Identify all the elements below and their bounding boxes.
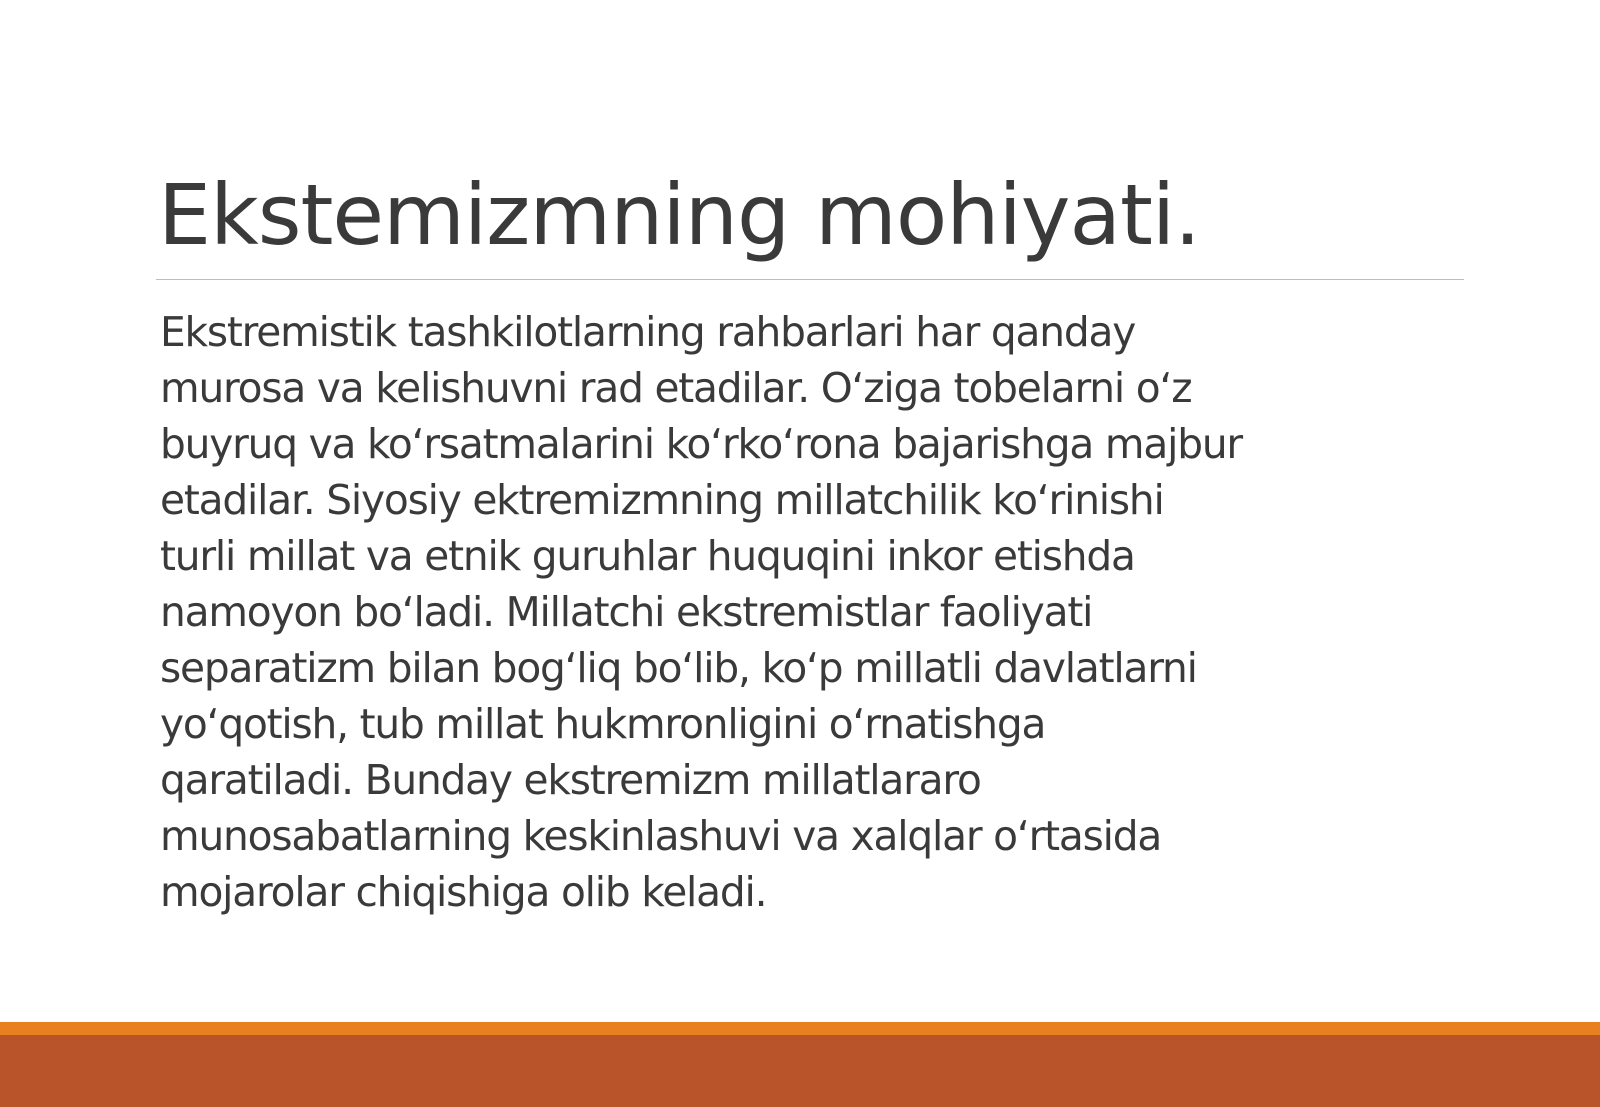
body-line: mojarolar chiqishiga olib keladi. bbox=[160, 868, 767, 916]
body-line: namoyon bo‘ladi. Millatchi ekstremistlar faoliyati bbox=[160, 588, 1093, 636]
body-line: turli millat va etnik guruhlar huquqini inkor etishda bbox=[160, 532, 1135, 580]
title-divider bbox=[156, 279, 1464, 280]
body-line: qaratiladi. Bunday ekstremizm millatlararo bbox=[160, 756, 981, 804]
body-line: yo‘qotish, tub millat hukmronligini o‘rnatishga bbox=[160, 700, 1046, 748]
body-line: etadilar. Siyosiy ektremizmning millatchilik ko‘rinishi bbox=[160, 476, 1164, 524]
body-line: munosabatlarning keskinlashuvi va xalqlar o‘rtasida bbox=[160, 812, 1162, 860]
body-line: Ekstremistik tashkilotlarning rahbarlari har qanday bbox=[160, 308, 1136, 356]
body-line: buyruq va ko‘rsatmalarini ko‘rko‘rona bajarishga majbur bbox=[160, 420, 1242, 468]
footer-bar bbox=[0, 1035, 1600, 1107]
body-line: separatizm bilan bog‘liq bo‘lib, ko‘p millatli davlatlarni bbox=[160, 644, 1197, 692]
slide-body bbox=[160, 304, 1470, 920]
body-line: murosa va kelishuvni rad etadilar. O‘ziga tobelarni o‘z bbox=[160, 364, 1192, 412]
slide-title: Ekstemizmning mohiyati. bbox=[158, 166, 1200, 264]
footer-accent-stripe bbox=[0, 1022, 1600, 1035]
